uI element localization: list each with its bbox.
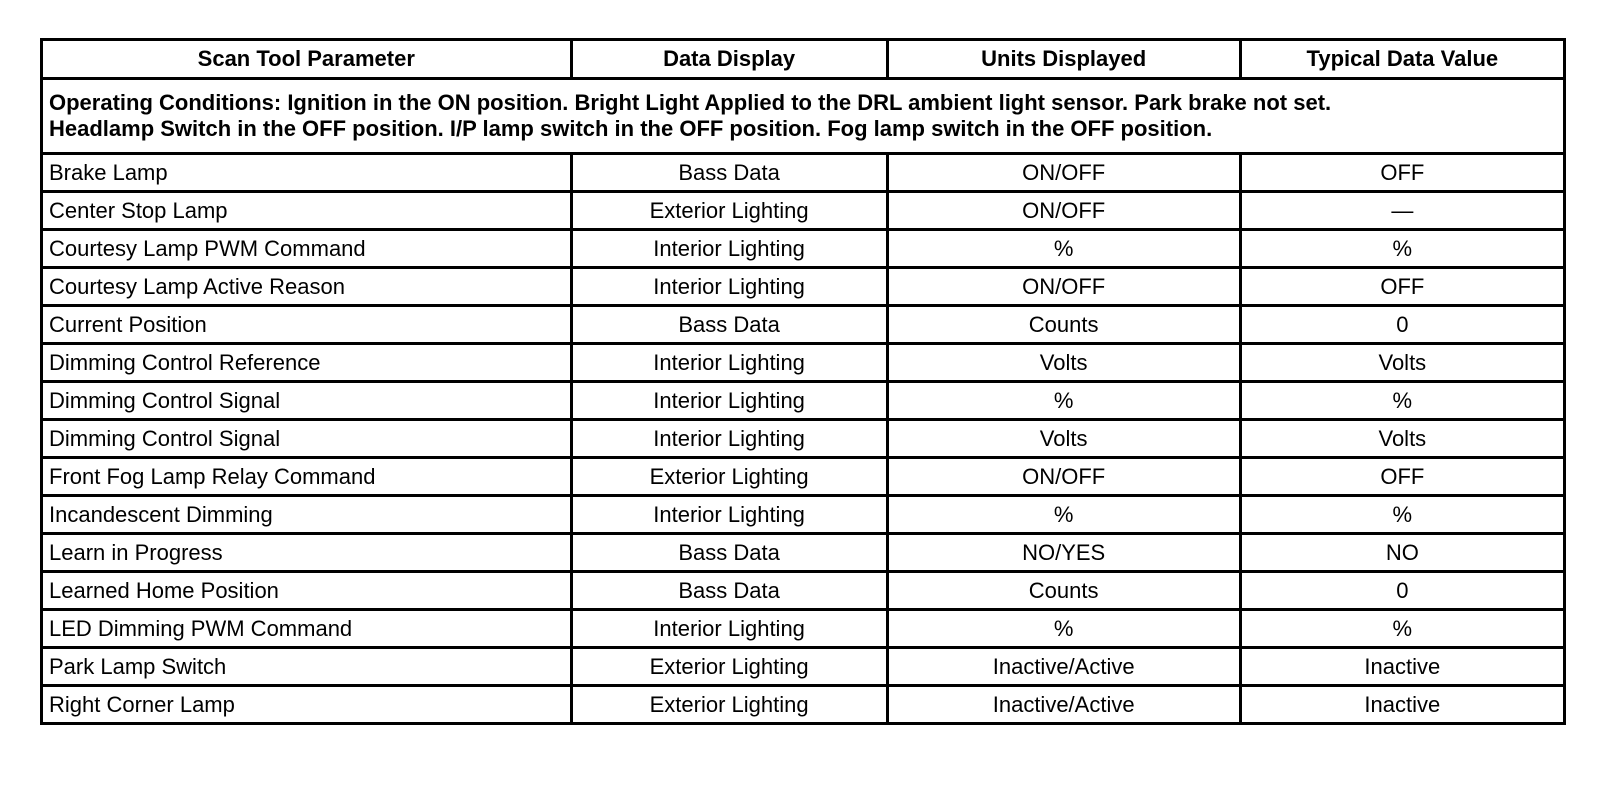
cell-units: ON/OFF [887, 268, 1240, 306]
cell-units: NO/YES [887, 534, 1240, 572]
cell-units: Inactive/Active [887, 648, 1240, 686]
operating-conditions-line-2: Headlamp Switch in the OFF position. I/P lamp switch in the OFF position. Fog lamp switch in the OFF position. [49, 116, 1213, 141]
cell-data-display: Exterior Lighting [571, 686, 887, 724]
table-row [42, 382, 1565, 420]
cell-units: ON/OFF [887, 154, 1240, 192]
cell-units: % [887, 382, 1240, 420]
table-row [42, 686, 1565, 724]
operating-conditions [42, 79, 1565, 154]
table-row [42, 420, 1565, 458]
cell-data-display: Bass Data [571, 572, 887, 610]
cell-data-display: Interior Lighting [571, 382, 887, 420]
cell-parameter: Park Lamp Switch [42, 648, 572, 686]
cell-parameter: Right Corner Lamp [42, 686, 572, 724]
table-row [42, 572, 1565, 610]
cell-parameter: Learned Home Position [42, 572, 572, 610]
scan-tool-data-table [40, 38, 1566, 725]
cell-parameter: LED Dimming PWM Command [42, 610, 572, 648]
table-row [42, 154, 1565, 192]
cell-typical-value: — [1240, 192, 1564, 230]
table-row [42, 534, 1565, 572]
cell-data-display: Bass Data [571, 154, 887, 192]
table-row [42, 268, 1565, 306]
table-row [42, 306, 1565, 344]
cell-parameter: Learn in Progress [42, 534, 572, 572]
cell-typical-value: 0 [1240, 306, 1564, 344]
cell-typical-value: % [1240, 610, 1564, 648]
table-row [42, 648, 1565, 686]
cell-typical-value: Inactive [1240, 648, 1564, 686]
table-body [42, 154, 1565, 724]
cell-data-display: Bass Data [571, 534, 887, 572]
table-row [42, 344, 1565, 382]
cell-parameter: Center Stop Lamp [42, 192, 572, 230]
cell-data-display: Interior Lighting [571, 420, 887, 458]
operating-conditions-row [42, 79, 1565, 154]
cell-data-display: Exterior Lighting [571, 458, 887, 496]
table-row [42, 458, 1565, 496]
cell-units: ON/OFF [887, 458, 1240, 496]
cell-parameter: Courtesy Lamp PWM Command [42, 230, 572, 268]
cell-parameter: Front Fog Lamp Relay Command [42, 458, 572, 496]
cell-data-display: Exterior Lighting [571, 192, 887, 230]
operating-conditions-line-1: Operating Conditions: Ignition in the ON position. Bright Light Applied to the DRL ambient light sensor. Park brake not set. [49, 90, 1332, 115]
cell-units: % [887, 610, 1240, 648]
table-row [42, 230, 1565, 268]
cell-units: ON/OFF [887, 192, 1240, 230]
cell-data-display: Interior Lighting [571, 610, 887, 648]
cell-data-display: Interior Lighting [571, 496, 887, 534]
cell-typical-value: NO [1240, 534, 1564, 572]
cell-typical-value: Volts [1240, 344, 1564, 382]
cell-data-display: Bass Data [571, 306, 887, 344]
cell-parameter: Dimming Control Signal [42, 420, 572, 458]
header-parameter: Scan Tool Parameter [42, 40, 572, 79]
cell-units: Volts [887, 420, 1240, 458]
cell-data-display: Interior Lighting [571, 268, 887, 306]
cell-parameter: Brake Lamp [42, 154, 572, 192]
cell-units: % [887, 496, 1240, 534]
table-row [42, 610, 1565, 648]
cell-units: Volts [887, 344, 1240, 382]
cell-typical-value: OFF [1240, 458, 1564, 496]
header-units-displayed: Units Displayed [887, 40, 1240, 79]
cell-units: % [887, 230, 1240, 268]
cell-parameter: Current Position [42, 306, 572, 344]
table-row [42, 496, 1565, 534]
cell-parameter: Incandescent Dimming [42, 496, 572, 534]
cell-typical-value: OFF [1240, 268, 1564, 306]
cell-typical-value: Inactive [1240, 686, 1564, 724]
cell-typical-value: OFF [1240, 154, 1564, 192]
cell-data-display: Interior Lighting [571, 344, 887, 382]
cell-parameter: Dimming Control Reference [42, 344, 572, 382]
table-row [42, 192, 1565, 230]
cell-typical-value: 0 [1240, 572, 1564, 610]
cell-typical-value: % [1240, 382, 1564, 420]
cell-units: Inactive/Active [887, 686, 1240, 724]
cell-parameter: Courtesy Lamp Active Reason [42, 268, 572, 306]
cell-typical-value: Volts [1240, 420, 1564, 458]
header-typical-value: Typical Data Value [1240, 40, 1564, 79]
header-row [42, 40, 1565, 79]
header-data-display: Data Display [571, 40, 887, 79]
cell-data-display: Interior Lighting [571, 230, 887, 268]
cell-data-display: Exterior Lighting [571, 648, 887, 686]
cell-units: Counts [887, 306, 1240, 344]
cell-typical-value: % [1240, 496, 1564, 534]
cell-parameter: Dimming Control Signal [42, 382, 572, 420]
cell-units: Counts [887, 572, 1240, 610]
cell-typical-value: % [1240, 230, 1564, 268]
